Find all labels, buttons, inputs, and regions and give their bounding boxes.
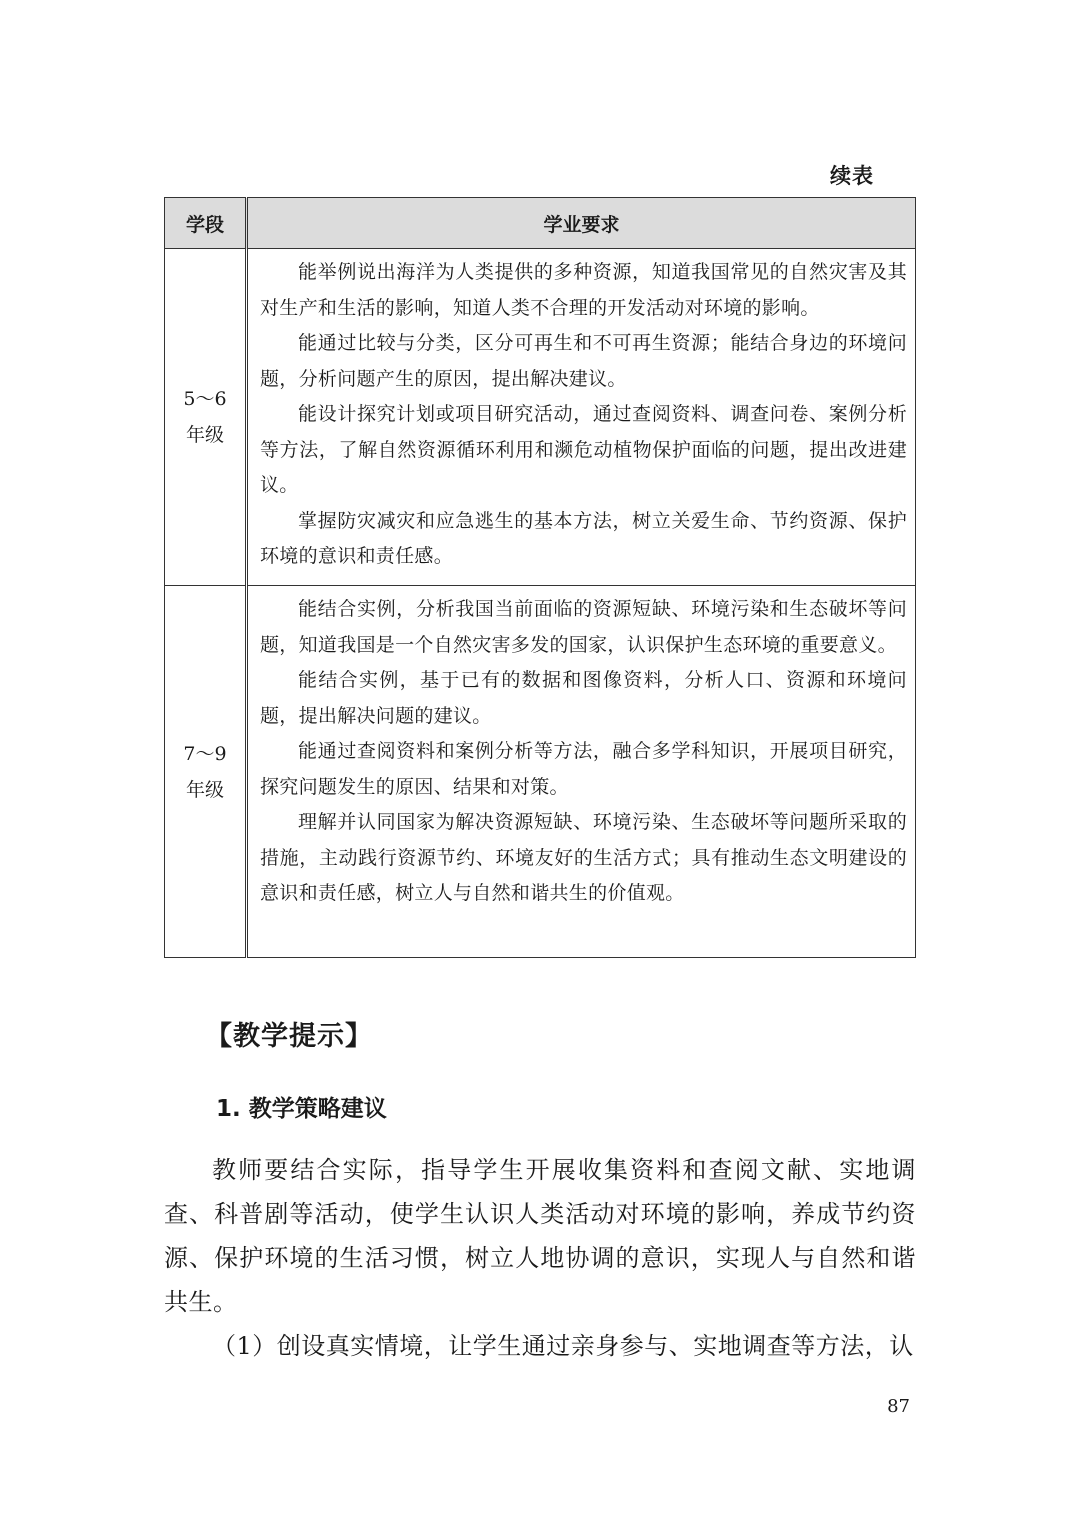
continued-table-label: 续表 xyxy=(830,164,874,188)
requirement-paragraph: 能设计探究计划或项目研究活动，通过查阅资料、调查问卷、案例分析等方法，了解自然资源循环利用和濒危动植物保护面临的问题，提出改进建议。 xyxy=(260,403,907,496)
requirement-paragraph: 能通过比较与分类，区分可再生和不可再生资源；能结合身边的环境问题，分析问题产生的原因，提出解决建议。 xyxy=(260,332,907,390)
requirement-paragraph: 能举例说出海洋为人类提供的多种资源，知道我国常见的自然灾害及其对生产和生活的影响，知道人类不合理的开发活动对环境的影响。 xyxy=(260,261,907,319)
requirement-paragraph: 能结合实例，基于已有的数据和图像资料，分析人口、资源和环境问题，提出解决问题的建议。 xyxy=(260,669,907,727)
body-paragraph: 教师要结合实际，指导学生开展收集资料和查阅文献、实地调查、科普剧等活动，使学生认识人类活动对环境的影响，养成节约资源、保护环境的生活习惯，树立人地协调的意识，实现人与自然和谐共生。 xyxy=(164,1156,916,1316)
body-text xyxy=(164,1148,916,1368)
requirement-paragraph: 掌握防灾减灾和应急逃生的基本方法，树立关爱生命、节约资源、保护环境的意识和责任感。 xyxy=(260,509,907,567)
requirement-paragraph: 理解并认同国家为解决资源短缺、环境污染、生态破坏等问题所采取的措施，主动践行资源节约、环境友好的生活方式；具有推动生态文明建设的意识和责任感，树立人与自然和谐共生的价值观。 xyxy=(260,811,907,904)
stage-cell xyxy=(165,586,247,958)
requirement-paragraph: 能通过查阅资料和案例分析等方法，融合多学科知识，开展项目研究，探究问题发生的原因、结果和对策。 xyxy=(260,740,907,798)
stage-range: 7～9 xyxy=(183,742,227,765)
table-header-row xyxy=(165,198,916,249)
stage-unit: 年级 xyxy=(185,424,224,446)
stage-range: 5～6 xyxy=(183,388,227,410)
header-requirements: 学业要求 xyxy=(247,198,916,249)
header-stage: 学段 xyxy=(165,198,247,249)
table-row xyxy=(165,586,916,958)
table-row xyxy=(165,249,916,586)
academic-requirements-table xyxy=(164,197,916,958)
section-title: 【教学提示】 xyxy=(205,1021,373,1052)
body-paragraph: （1）创设真实情境，让学生通过亲身参与、实地调查等方法，认 xyxy=(212,1332,914,1360)
page-number: 87 xyxy=(887,1396,910,1417)
requirements-cell xyxy=(247,586,916,958)
stage-unit: 年级 xyxy=(185,778,224,801)
stage-cell xyxy=(165,249,247,586)
requirements-cell xyxy=(247,249,916,586)
requirement-paragraph: 能结合实例，分析我国当前面临的资源短缺、环境污染和生态破坏等问题，知道我国是一个自然灾害多发的国家，认识保护生态环境的重要意义。 xyxy=(260,598,907,656)
subsection-title: 1. 教学策略建议 xyxy=(216,1096,387,1122)
